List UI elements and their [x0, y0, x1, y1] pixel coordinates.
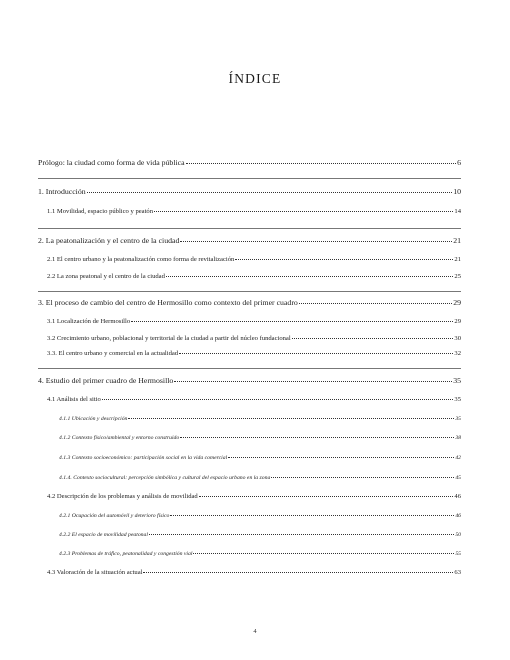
toc-entry-label: 1. Introducción	[38, 187, 86, 196]
toc-entry-page: 30	[454, 335, 461, 342]
toc-entry-4-1[interactable]	[47, 396, 461, 403]
section-divider	[38, 291, 461, 292]
toc-entry-page: 63	[454, 569, 461, 576]
toc-entry-2-1[interactable]	[47, 256, 461, 263]
toc-entry-label: 4.1.2 Contexto físico/ambiental y entorno construido	[59, 435, 180, 441]
dot-leader	[180, 437, 454, 438]
toc-entry-page: 46	[454, 493, 461, 500]
toc-entry-page: 29	[454, 318, 461, 325]
toc-entry-label: 3.2 Crecimiento urbano, poblacional y territorial de la ciudad a partir del núcleo fundacional	[47, 335, 291, 342]
toc-entry-4-1-2[interactable]	[59, 435, 461, 441]
dot-leader	[299, 303, 452, 304]
toc-entry-page: 25	[454, 273, 461, 280]
dot-leader	[228, 457, 454, 458]
toc-entry-page: 6	[457, 158, 461, 167]
toc-entry-4-3[interactable]	[47, 569, 461, 576]
section-divider	[38, 178, 461, 179]
section-divider	[38, 228, 461, 229]
toc-entry-3-3[interactable]	[47, 350, 461, 357]
toc-entry-label: 4.1.1 Ubicación y descripción	[59, 416, 128, 422]
toc-entry-4-2-1[interactable]	[59, 513, 461, 519]
toc-entry-page: 46	[455, 513, 461, 519]
toc-entry-page: 42	[455, 455, 461, 461]
dot-leader	[131, 321, 453, 322]
dot-leader	[166, 276, 454, 277]
dot-leader	[180, 241, 452, 242]
toc-entry-label: 3.3. El centro urbano y comercial en la actualidad	[47, 350, 179, 357]
toc-entry-label: 3.1 Localización de Hermosillo	[47, 318, 131, 325]
toc-entry-1-1[interactable]	[47, 208, 461, 215]
toc-title: ÍNDICE	[228, 71, 282, 86]
dot-leader	[87, 192, 453, 193]
dot-leader	[199, 496, 454, 497]
toc-entry-2[interactable]	[38, 236, 461, 245]
toc-entry-1[interactable]	[38, 187, 461, 196]
toc-entry-label: 4.2 Descripción de los problemas y análisis de movilidad	[47, 493, 198, 500]
dot-leader	[292, 338, 454, 339]
toc-entry-label: 2.1 El centro urbano y la peatonalización como forma de revitalización	[47, 256, 235, 263]
dot-leader	[128, 418, 454, 419]
toc-entry-label: 2. La peatonalización y el centro de la ciudad	[38, 236, 180, 245]
toc-entry-4-2-2[interactable]	[59, 532, 461, 538]
dot-leader	[271, 477, 454, 478]
toc-entry-3-2[interactable]	[47, 335, 461, 342]
toc-entry-label: 1.1 Movilidad, espacio público y peatón	[47, 208, 154, 215]
toc-entry-label: 4.1 Análisis del sitio	[47, 396, 101, 403]
toc-entry-3-1[interactable]	[47, 318, 461, 325]
toc-entry-4-2-3[interactable]	[59, 551, 461, 557]
dot-leader	[186, 163, 457, 164]
toc-entry-page: 14	[454, 208, 461, 215]
dot-leader	[149, 534, 454, 535]
toc-entry-label: 2.2 La zona peatonal y el centro de la ciudad	[47, 273, 165, 280]
toc-entry-3[interactable]	[38, 298, 461, 307]
toc-entry-label: 4.2.2 El espacio de movilidad peatonal	[59, 532, 148, 538]
toc-entry-page: 35	[453, 376, 461, 385]
dot-leader	[154, 211, 453, 212]
toc-entry-4[interactable]	[38, 376, 461, 385]
toc-entry-prologo[interactable]	[38, 158, 461, 167]
section-divider	[38, 368, 461, 369]
toc-entry-4-2[interactable]	[47, 493, 461, 500]
dot-leader	[193, 553, 454, 554]
toc-entry-label: Prólogo: la ciudad como forma de vida pública	[38, 158, 185, 167]
dot-leader	[102, 399, 454, 400]
toc-entry-page: 55	[455, 551, 461, 557]
toc-entry-label: 4.2.3 Problemas de tráfico, peatonalidad y congestión vial	[59, 551, 193, 557]
dot-leader	[170, 515, 454, 516]
dot-leader	[174, 381, 452, 382]
toc-entry-page: 21	[453, 236, 461, 245]
dot-leader	[179, 353, 453, 354]
toc-entry-label: 4. Estudio del primer cuadro de Hermosillo	[38, 376, 174, 385]
toc-entry-page: 45	[455, 475, 461, 481]
toc-entry-4-1-3[interactable]	[59, 455, 461, 461]
toc-entry-page: 38	[455, 435, 461, 441]
toc-entry-page: 10	[453, 187, 461, 196]
toc-entry-2-2[interactable]	[47, 273, 461, 280]
toc-entry-label: 4.1.4. Contexto sociocultural: percepción simbólica y cultural del espacio urbano en la zona	[59, 475, 271, 481]
toc-entry-4-1-4[interactable]	[59, 475, 461, 481]
toc-entry-label: 4.2.1 Ocupación del automóvil y deterioro físico	[59, 513, 170, 519]
toc-entry-page: 32	[454, 350, 461, 357]
toc-entry-page: 21	[454, 256, 461, 263]
page-number: 4	[253, 628, 257, 635]
toc-entry-label: 4.1.3 Contexto socioeconómico: participación social en la vida comercial	[59, 455, 228, 461]
dot-leader	[143, 572, 453, 573]
toc-entry-page: 50	[455, 532, 461, 538]
toc-entry-label: 4.3 Valoración de la situación actual	[47, 569, 143, 576]
dot-leader	[235, 259, 453, 260]
toc-entry-label: 3. El proceso de cambio del centro de Hermosillo como contexto del primer cuadro	[38, 298, 298, 307]
toc-entry-page: 35	[455, 416, 461, 422]
toc-entry-4-1-1[interactable]	[59, 416, 461, 422]
toc-entry-page: 35	[454, 396, 461, 403]
toc-entry-page: 29	[453, 298, 461, 307]
